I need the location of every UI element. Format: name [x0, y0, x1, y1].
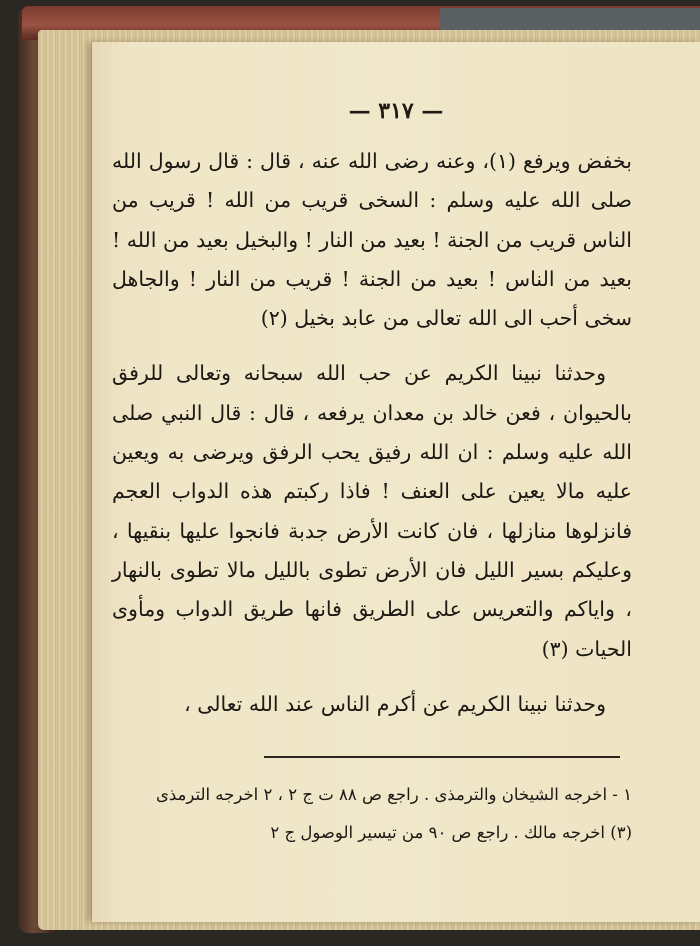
- footnote-divider: [264, 756, 620, 758]
- footnote-3: (٣) اخرجه مالك . راجع ص ٩٠ من تيسير الوصول ج ٢: [270, 823, 632, 842]
- paragraph-2: وحدثنا نبينا الكريم عن حب الله سبحانه وتعالى للرفق بالحيوان ، فعن خالد بن معدان يرفعه ، قال : قال النبي صلى الله عليه وسلم : ان الله رفيق يحب الرفق ويرضى به ويعين عليه مالا يعين على العنف ! فاذا ركبتم هذه الدواب العجم فانزلوها منازلها ، فان كانت الأرض جدبة فانجوا عليها بنقيها ، وعليكم بسير الليل فان الأرض تطوى بالليل مالا تطوى بالنهار ، واياكم والتعريس على الطريق فانها طريق الدواب ومأوى الحيات (٣): [112, 361, 632, 661]
- footnotes: [112, 776, 632, 852]
- paragraph-1: بخفض ويرفع (١)، وعنه رضى الله عنه ، قال : قال رسول الله صلى الله عليه وسلم : السخى قريب من الله ! قريب من الناس قريب من الجنة ! بعيد من النار ! والبخيل بعيد من الله ! بعيد من الناس ! بعيد من الجنة ! قريب من النار ! والجاهل سخى أحب الى الله تعالى من عابد بخيل (٢): [112, 149, 632, 331]
- footnote-1: ١ - اخرجه الشيخان والترمذى . راجع ص ٨٨ ت ج ٢ ، ٢ اخرجه الترمذى: [155, 785, 632, 804]
- book-page: [92, 42, 700, 922]
- paragraph-3: وحدثنا نبينا الكريم عن أكرم الناس عند الله تعالى ،: [184, 691, 606, 716]
- page-number: — ٣١٧ —: [348, 98, 444, 124]
- page-body: [112, 142, 632, 724]
